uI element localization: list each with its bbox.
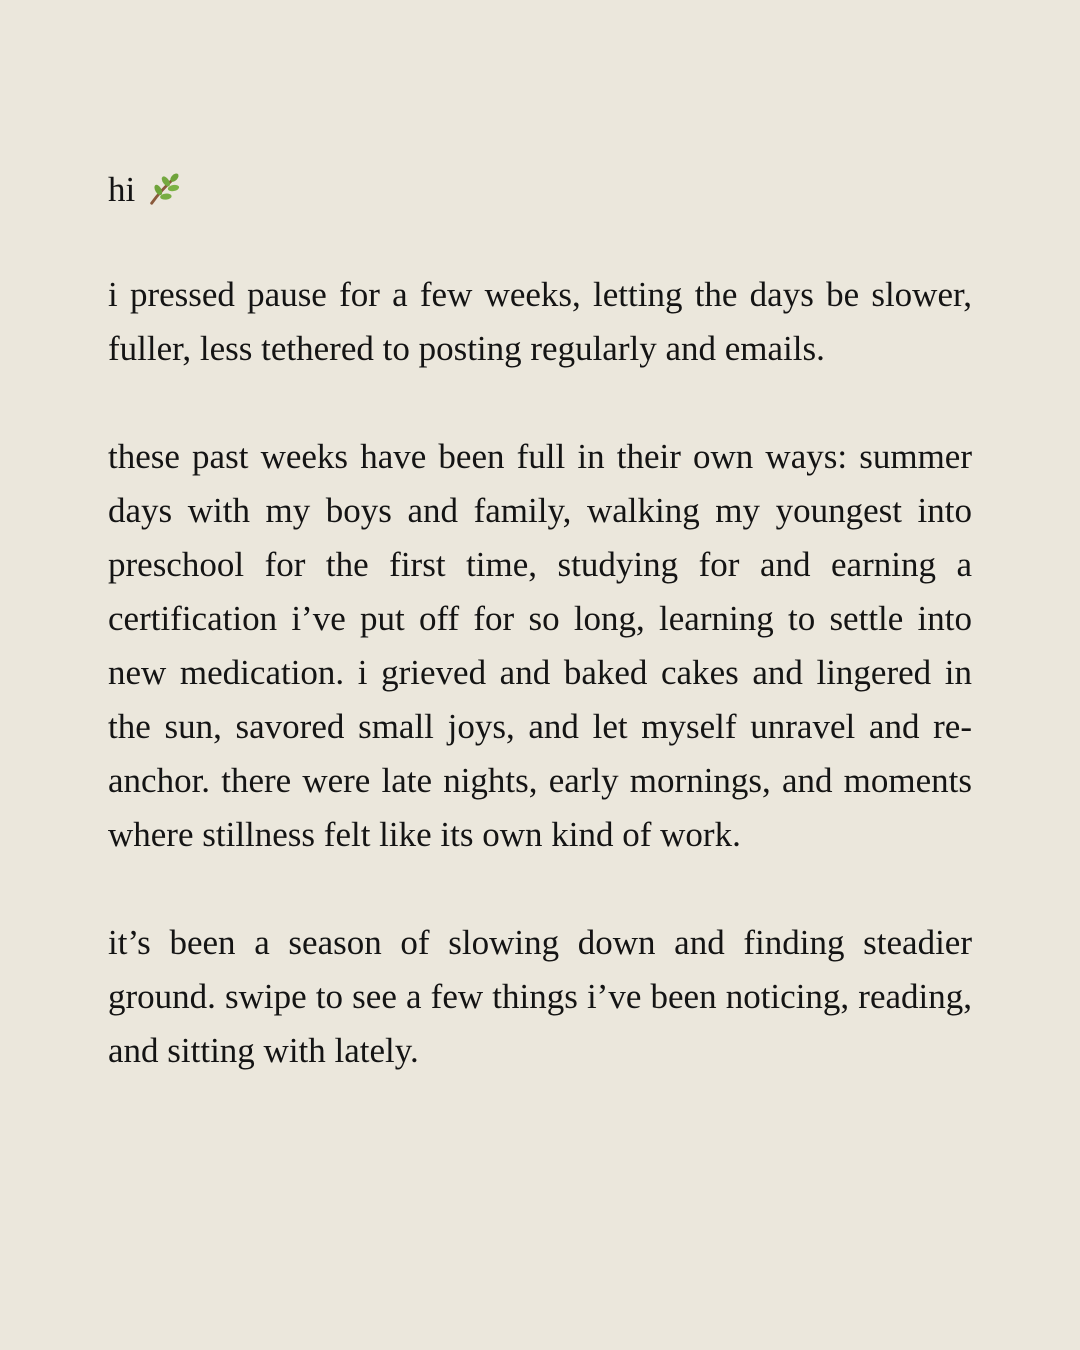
paragraph-season: it’s been a season of slowing down and finding steadier ground. swipe to see a few things i’ve been noticing, reading, and sitting with lately. xyxy=(108,923,972,1070)
herb-sprig-icon xyxy=(145,170,183,208)
greeting-text: hi xyxy=(108,170,136,209)
paragraph-pause: i pressed pause for a few weeks, letting the days be slower, fuller, less tethered to posting regularly and emails. xyxy=(108,275,972,368)
paragraph-past-weeks: these past weeks have been full in their own ways: summer days with my boys and family, walking my youngest into preschool for the first time, studying for and earning a certification i’ve put off for so long, learning to settle into new medication. i grieved and baked cakes and lingered in the sun, savored small joys, and let myself unravel and re-anchor. there were late nights, early mornings, and moments where stillness felt like its own kind of work. xyxy=(108,437,972,854)
greeting xyxy=(108,160,972,220)
text-page xyxy=(108,160,972,1078)
